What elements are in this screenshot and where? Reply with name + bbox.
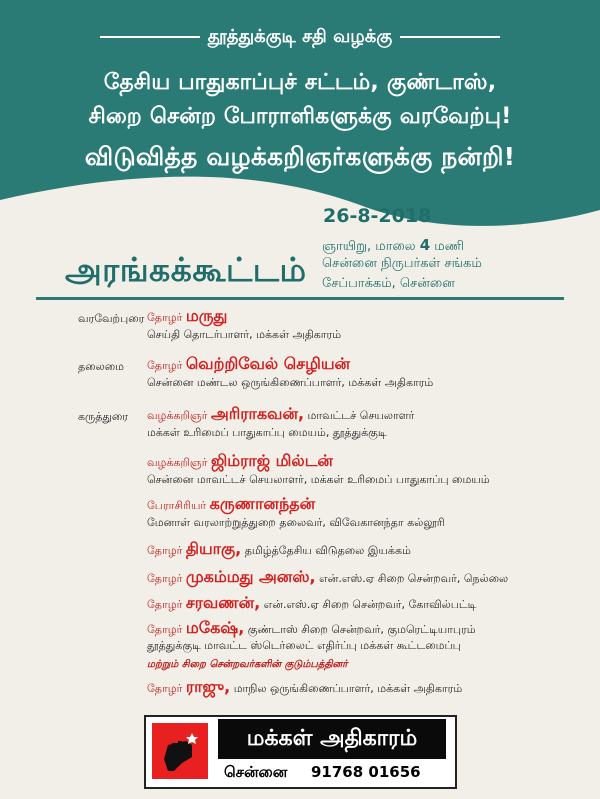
contact-city: சென்னை xyxy=(224,763,288,781)
speaker-row xyxy=(147,494,315,515)
speaker-desc: தூத்துக்குடி மாவட்ட ஸ்டெர்லைட் எதிர்ப்பு மக்கள் கூட்டமைப்பு xyxy=(147,639,461,652)
speaker-title: தோழர் xyxy=(147,682,183,695)
case-rule-left xyxy=(100,36,200,38)
header-banner xyxy=(0,0,600,235)
role-welcome: வரவேற்புரை xyxy=(78,312,145,325)
chair-desc: சென்னை மண்டல ஒருங்கிணைப்பாளர், மக்கள் அதிகாரம் xyxy=(147,376,434,389)
fist-logo-icon xyxy=(152,723,208,779)
speaker-name: சரவணன், xyxy=(185,593,261,612)
event-place: சேப்பாக்கம், சென்னை xyxy=(322,276,455,291)
speaker-name: ஜிம்ராஜ் மில்டன் xyxy=(210,451,333,470)
speaker-tail: என்.எஸ்.ஏ சிறை சென்றவர், நெல்லை xyxy=(319,572,509,585)
fist-logo-graphic xyxy=(152,723,208,779)
welcome-desc: செய்தி தொடர்பாளர், மக்கள் அதிகாரம் xyxy=(147,328,342,341)
speaker-name: அரிராகவன், xyxy=(210,404,305,423)
speaker-tail: என்.எஸ்.ஏ சிறை சென்றவர், கோவில்பட்டி xyxy=(263,598,477,611)
contact-phone: 91768 01656 xyxy=(311,763,421,781)
org-name: மக்கள் அதிகாரம் xyxy=(218,719,446,759)
event-type: அரங்கக்கூட்டம் xyxy=(65,250,307,289)
speaker-tail: மாவட்டச் செயலாளர் xyxy=(307,409,415,422)
time-prefix: ஞாயிறு, மாலை xyxy=(322,239,416,254)
speaker-tail: மாநில ஒருங்கிணைப்பாளர், மக்கள் அதிகாரம் xyxy=(233,682,463,695)
speaker-name: வெற்றிவேல் செழியன் xyxy=(185,354,351,373)
final-speaker xyxy=(147,677,462,698)
headline-line-2: சிறை சென்ற போராளிகளுக்கு வரவேற்பு! xyxy=(88,104,512,129)
event-venue: சென்னை நிருபர்கள் சங்கம் xyxy=(322,256,482,271)
speaker-tail: தமிழ்த்தேசிய விடுதலை இயக்கம் xyxy=(244,544,411,557)
speaker-title: தோழர் xyxy=(147,598,183,611)
headline-line-1: தேசிய பாதுகாப்புச் சட்டம், குண்டாஸ், xyxy=(103,70,497,95)
speaker-tail: குண்டாஸ் சிறை சென்றவர், குமரெட்டியாபுரம் xyxy=(247,623,476,636)
speaker-name: முகம்மது அனஸ், xyxy=(185,567,316,586)
speaker-title: தோழர் xyxy=(147,572,183,585)
speaker-name: ராஜு, xyxy=(185,677,231,696)
case-rule-right xyxy=(400,36,500,38)
speaker-name: மகேஷ், xyxy=(185,618,245,637)
role-speech: கருத்துரை xyxy=(78,410,129,423)
speaker-desc: மக்கள் உரிமைப் பாதுகாப்பு மையம், தூத்துக்குடி xyxy=(147,426,387,439)
speaker-desc: மேனாள் வரலாற்றுத்துறை தலைவர், விவேகானந்தா கல்லூரி xyxy=(147,516,445,529)
case-text: தூத்துக்குடி சதி வழக்கு xyxy=(207,26,393,47)
headline-line-3: விடுவித்த வழக்கறிஞர்களுக்கு நன்றி! xyxy=(84,142,516,171)
speaker-row xyxy=(147,618,476,639)
footer-box xyxy=(144,715,457,789)
event-date: 26-8-2018 xyxy=(323,205,432,227)
speaker-name: தியாகு, xyxy=(185,539,242,558)
special-note: மற்றும் சிறை சென்றவர்களின் குடும்பத்தினர் xyxy=(147,659,348,670)
speaker-title: வழக்கறிஞர் xyxy=(147,409,208,422)
chair-speaker xyxy=(147,354,350,375)
speaker-title: பேராசிரியர் xyxy=(147,499,207,512)
speaker-desc: சென்னை மாவட்டச் செயலாளர், மக்கள் உரிமைப் பாதுகாப்பு மையம் xyxy=(147,473,490,486)
speaker-title: தோழர் xyxy=(147,359,183,372)
speaker-row xyxy=(147,567,508,588)
speaker-row xyxy=(147,593,476,614)
event-time xyxy=(322,236,464,255)
speaker-name: கருணானந்தன் xyxy=(209,494,316,513)
speaker-row xyxy=(147,451,333,472)
welcome-speaker xyxy=(147,306,227,327)
role-chair: தலைமை xyxy=(78,360,124,373)
section-divider xyxy=(36,297,564,300)
speaker-title: வழக்கறிஞர் xyxy=(147,456,208,469)
case-title xyxy=(0,26,600,49)
speaker-title: தோழர் xyxy=(147,623,183,636)
speaker-row xyxy=(147,404,414,425)
speaker-title: தோழர் xyxy=(147,311,183,324)
time-hour: 4 xyxy=(419,236,431,254)
speaker-title: தோழர் xyxy=(147,544,183,557)
speaker-name: மருது xyxy=(185,306,228,325)
time-suffix: மணி xyxy=(434,239,465,254)
speaker-row xyxy=(147,539,411,560)
